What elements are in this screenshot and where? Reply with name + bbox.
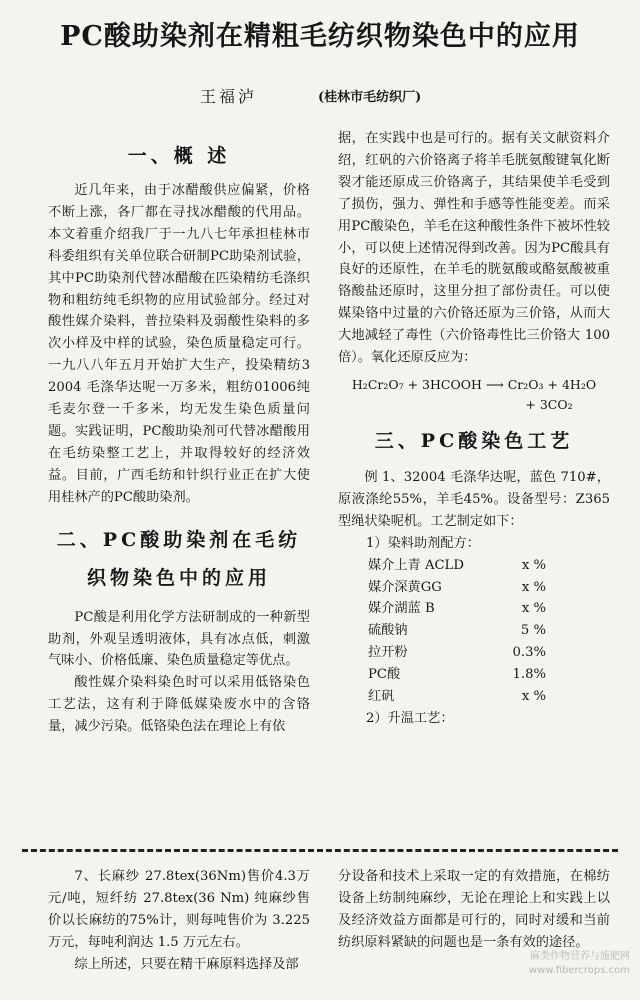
recipe-item [338,664,610,686]
formula-line-1: H₂Cr₂O₇ + 3HCOOH ⟶ Cr₂O₃ + 4H₂O [351,376,597,392]
section-2-paragraph-2: 酸性媒介染料染色时可以采用低铬染色工艺法，这有利于降低媒染废水中的含铬量，减少污染。低铬染色法在理论上有依 [48,675,310,735]
recipe-item-name: 拉开粉 [368,645,408,661]
section-3-heading: 三、PC酸染色工艺 [374,429,574,452]
section-1-heading: 一、概 述 [127,145,231,167]
recipe-item-value: 0.3% [512,645,546,661]
section-divider [22,849,618,852]
left-column [48,140,310,738]
recipe-item-value: x % [521,689,546,705]
section-2-paragraph-1: PC酸是利用化学方法研制成的一种新型助剂，外观呈透明液体，具有冰点低，刺激气味小、价格低廉、染色质量稳定等优点。 [48,609,310,669]
bottom-left-paragraph-2: 综上所述，只要在精干麻原料选择及部 [74,956,299,972]
bottom-right-paragraph: 分设备和技术上采取一定的有效措施，在棉纺设备上纺制纯麻纱，无论在理论上和实践上以及经济效益方面都是可行的，同时对缓和当前纺织原料紧缺的问题也是一条有效的途径。 [338,869,610,950]
section-2-heading-line-2: 织物染色中的应用 [86,566,271,589]
heating-subtitle: 2）升温工艺： [366,710,454,726]
bottom-left-column [48,866,310,976]
watermark-line-1: 麻类作物营养与施肥网 [530,951,630,962]
recipe-item [338,686,610,708]
site-watermark [490,950,630,978]
section-2-heading-line-1: 二、PC酸助染剂在毛纺 [56,528,302,551]
right-paragraph-1: 据，在实践中也是可行的。据有关文献资料介绍，红矾的六价铬离子将羊毛胱氨酸键氧化断裂才能还原成三价铬离子，其结果使羊毛受到了损伤，强力、弹性和手感等性能变差。而采用PC酸染色，羊毛在这种酸性条件下被坏性较小，可以使上述情况得到改善。因为PC酸具有良好的还原性，在羊毛的胱氨酸或酪氨酸被重铬酸盐还原时，这里分担了部份责任。可以使媒染铬中过量的六价铬还原为三价铬，从而大大地减轻了毒性（六价铬毒性比三价铬大 100 倍）。氧化还原反应为： [338,131,610,366]
recipe-item-value: 1.8% [512,667,546,683]
watermark-line-2: www.fibercrops.com [528,965,630,976]
recipe-subtitle: 1）染料助剂配方： [366,535,480,551]
recipe-item [338,598,610,620]
section-3-paragraph: 例 1、32004 毛涤华达呢，蓝色 710#，原液涤纶55%，羊毛45%。设备型号：Z365型绳状染呢机。工艺制定如下： [338,469,610,529]
recipe-item-name: 媒介上青 ACLD [368,557,464,573]
recipe-item [338,555,610,577]
recipe-item-value: 5 % [520,623,546,639]
recipe-item-value: x % [521,601,546,617]
formula-line-2: + 3CO₂ [525,396,573,412]
recipe-item-name: 红矾 [368,689,395,705]
section-1-paragraph: 近几年来，由于冰醋酸供应偏紧，价格不断上涨，各厂都在寻找冰醋酸的代用品。本文着重介绍我厂于一九八七年承担桂林市科委组织有关单位联合研制PC助染剂试验，其中PC助染剂代替冰醋酸在匹染精纺毛涤织物和粗纺纯毛织物的应用试验部分。经过对酸性媒介染料，普拉染料及弱酸性染料的多次小样及中样的试验，染色质量稳定可行。一九八八年五月开始扩大生产，投染精纺3 2004 毛涤华达呢一万多米，粗纺01006纯毛麦尔登一千多米，均无发生染色质量问题。实践证明，PC酸助染剂可代替冰醋酸用在毛纺染整工艺上，并取得较好的经济效益。目前，广西毛纺和针织行业正在扩大使用桂林产的PC酸助染剂。 [48,183,310,505]
redox-formula [338,375,610,415]
recipe-item [338,620,610,642]
recipe-item-name: 硫酸钠 [368,623,408,639]
article-title: PC酸助染剂在精粗毛纺织物染色中的应用 [60,21,580,52]
recipe-item-name: PC酸 [368,667,401,683]
bottom-left-paragraph-1: 7、长麻纱 27.8tex(36Nm)售价4.3万元/吨，短纤纺 27.8tex(36 Nm) 纯麻纱售价以长麻纺的75%计，则每吨售价为 3.225 万元，每吨利润达 1.5 万元左右。 [48,869,310,950]
recipe-item-value: x % [521,557,546,573]
recipe-item-value: x % [521,579,546,595]
recipe-item-name: 媒介深黄GG [368,579,442,595]
author-name: 王福泸 [200,87,258,106]
author-affiliation: (桂林市毛纺织厂) [318,90,422,105]
bottom-right-column [338,866,610,954]
recipe-list [338,555,610,708]
recipe-item [338,642,610,664]
recipe-item-name: 媒介湖蓝 B [368,601,435,617]
right-column [338,128,610,730]
recipe-item [338,577,610,599]
